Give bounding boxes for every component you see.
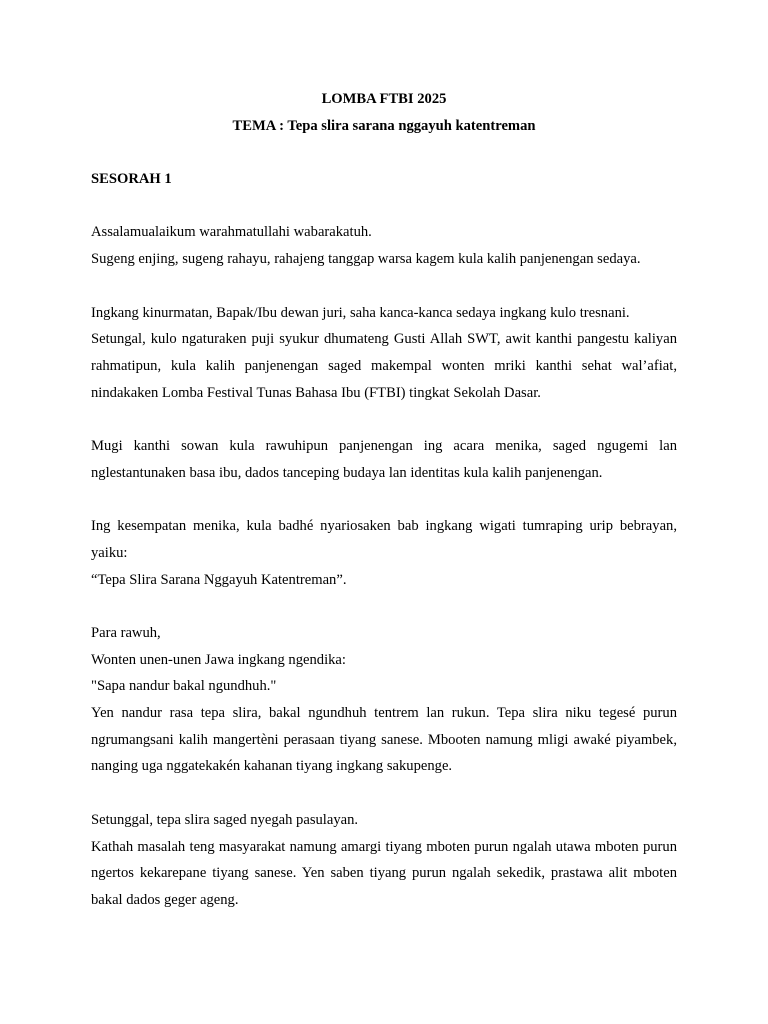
spacer xyxy=(91,139,677,166)
paragraph: Para rawuh, xyxy=(91,624,161,641)
paragraph: Ingkang kinurmatan, Bapak/Ibu dewan juri, saha kanca-kanca sedaya ingkang kulo tresnani. xyxy=(91,304,630,321)
spacer xyxy=(91,193,677,220)
paragraph: Yen nandur rasa tepa slira, bakal ngundhuh tentrem lan rukun. Tepa slira niku tegesé purun ngrumangsani kalih mangertèni perasaan tiyang sanese. Mbooten namung mligi awaké piyambek, nanging uga nggatekakén kahanan tiyang ingkang sakupenge. xyxy=(91,705,677,775)
paragraph-block xyxy=(91,513,677,593)
paragraph: Mugi kanthi sowan kula rawuhipun panjenengan ing acara menika, saged ngugemi lan nglestantunaken basa ibu, dados tanceping budaya lan identitas kula kalih panjenengan. xyxy=(91,438,677,481)
document-page xyxy=(91,86,677,914)
spacer xyxy=(91,406,677,433)
document-title: LOMBA FTBI 2025 xyxy=(321,91,447,107)
paragraph: Wonten unen-unen Jawa ingkang ngendika: xyxy=(91,651,346,668)
paragraph-block xyxy=(91,807,677,914)
paragraph: Kathah masalah teng masyarakat namung amargi tiyang mboten purun ngalah utawa mboten purun ngertos kekarepane tiyang sanese. Yen saben tiyang purun ngalah sekedik, prastawa alit mboten bakal dados geger ageng. xyxy=(91,838,677,908)
paragraph: Setungal, kulo ngaturaken puji syukur dhumateng Gusti Allah SWT, awit kanthi pangestu kaliyan rahmatipun, kula kalih panjenengan saged makempal wonten mriki kanthi sehat wal’afiat, nindakaken Lomba Festival Tunas Bahasa Ibu (FTBI) tingkat Sekolah Dasar. xyxy=(91,331,677,401)
paragraph: Assalamualaikum warahmatullahi wabarakatuh. xyxy=(91,224,372,241)
document-theme: TEMA : Tepa slira sarana nggayuh katentreman xyxy=(232,117,536,134)
paragraph-block xyxy=(91,620,677,780)
section-heading: SESORAH 1 xyxy=(91,171,172,188)
paragraph-block xyxy=(91,219,677,272)
paragraph: Ing kesempatan menika, kula badhé nyariosaken bab ingkang wigati tumraping urip bebrayan, yaiku: xyxy=(91,518,677,561)
paragraph: Setunggal, tepa slira saged nyegah pasulayan. xyxy=(91,811,359,828)
spacer xyxy=(91,486,677,513)
spacer xyxy=(91,273,677,300)
paragraph-block xyxy=(91,300,677,407)
paragraph: "Sapa nandur bakal ngundhuh." xyxy=(91,678,277,695)
spacer xyxy=(91,780,677,807)
paragraph: “Tepa Slira Sarana Nggayuh Katentreman”. xyxy=(91,571,347,588)
paragraph-block xyxy=(91,433,677,486)
spacer xyxy=(91,593,677,620)
paragraph: Sugeng enjing, sugeng rahayu, rahajeng tanggap warsa kagem kula kalih panjenengan sedaya. xyxy=(91,251,641,268)
